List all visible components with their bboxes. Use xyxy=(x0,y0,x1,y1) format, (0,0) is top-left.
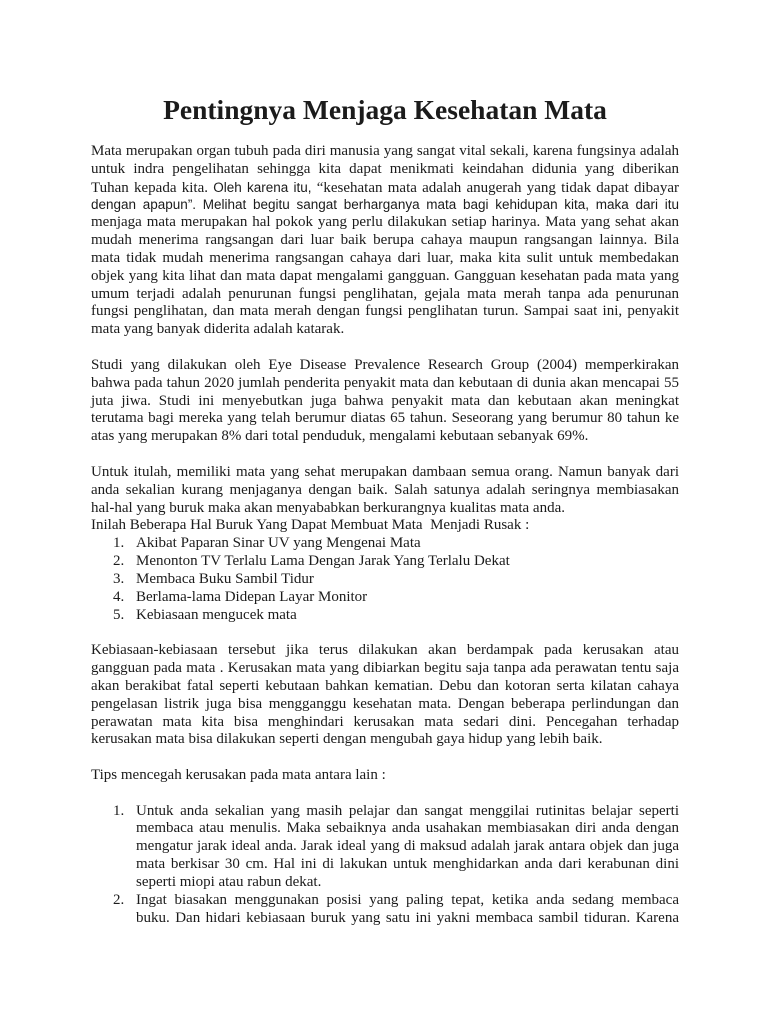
text-line: Kebiasaan-kebiasaan tersebut jika terus dilakukan akan berdampak pada kerusakan atau xyxy=(91,642,679,659)
text-line: menjaga mata merupakan hal pokok yang perlu dilakukan setiap harinya. Mata yang sehat akan xyxy=(91,214,679,231)
text-line: Ingat biasakan menggunakan posisi yang paling tepat, ketika anda sedang membaca xyxy=(136,891,679,908)
paragraph-bad-habits xyxy=(91,464,679,624)
tips-heading: Tips mencegah kerusakan pada mata antara lain : xyxy=(91,766,386,783)
list-item-text: Menonton TV Terlalu Lama Dengan Jarak Yang Terlalu Dekat xyxy=(136,553,510,570)
text-line: kerusakan mata bisa dilakukan seperti dengan mengubah gaya hidup yang lebih baik. xyxy=(91,731,603,748)
text-line: juta jiwa. Studi ini menyebutkan juga bahwa penyakit mata dan kebutaan akan meningkat xyxy=(91,392,679,409)
list-number: 1. xyxy=(113,535,125,552)
paragraph-intro xyxy=(91,143,679,339)
text-segment: “kesehatan mata adalah anugerah yang tidak dapat dibayar xyxy=(311,179,679,196)
list-item xyxy=(91,589,679,607)
text-line: mengatur jarak ideal anda. Jarak ideal yang di maksud adalah jarak antara objek dan juga xyxy=(136,838,679,855)
list-item-text: Membaca Buku Sambil Tidur xyxy=(136,570,314,587)
text-line: perawatan mata kita bisa menghindari kerusakan mata sedari dini. Pencegahan terhadap xyxy=(91,713,679,730)
tips-list xyxy=(91,803,679,928)
text-line: pengelasan listrik juga bisa mengganggu kesehatan mata. Dengan beberapa perlindungan dan xyxy=(91,695,679,712)
text-line: atas yang merupakan 8% dari total penduduk, mengalami kebutaan sebanyak 69%. xyxy=(91,428,589,445)
paragraph-consequences xyxy=(91,642,679,749)
tips-heading-block xyxy=(91,767,679,785)
list-number: 4. xyxy=(113,588,125,605)
document-body xyxy=(91,94,679,927)
text-line: seperti miopi atau rabun dekat. xyxy=(136,873,322,890)
text-line: membaca atau menulis. Maka sebaiknya anda usahakan membiasakan diri anda dengan xyxy=(136,820,679,837)
list-item xyxy=(91,803,679,892)
text-line: terutama bagi mereka yang telah berumur diatas 65 tahun. Seseorang yang berumur 80 tahun ke xyxy=(91,410,679,427)
text-line: untuk indra pengelihatan sehingga kita dapat menikmati keindahan didunia yang diberikan xyxy=(91,160,679,177)
text-line: fungsi penglihatan, dan mata merah dengan fungsi penglihatan turun. Sampai saat ini, penyakit xyxy=(91,303,679,320)
list-item xyxy=(91,892,679,928)
text-line xyxy=(91,179,679,197)
text-line: bahwa pada tahun 2020 jumlah penderita penyakit mata dan kebutaan di dunia akan mencapai 55 xyxy=(91,374,679,391)
list-number: 2. xyxy=(113,891,125,908)
text-line xyxy=(91,196,679,214)
text-line: buku. Dan hidari kebiasaan buruk yang satu ini yakni membaca sambil tiduran. Karena xyxy=(136,909,679,926)
habits-list xyxy=(91,535,679,624)
list-number: 5. xyxy=(113,606,125,623)
list-item-text: Kebiasaan mengucek mata xyxy=(136,606,297,623)
text-line: Untuk anda sekalian yang masih pelajar dan sangat menggilai rutinitas belajar seperti xyxy=(136,802,679,819)
text-line: Mata merupakan organ tubuh pada diri manusia yang sangat vital sekali, karena fungsinya adalah xyxy=(91,143,679,159)
list-item xyxy=(91,553,679,571)
text-line: mata tidak mudah menerima rangsangan cahaya dari luar, maka kita sulit untuk membedakan xyxy=(91,249,679,266)
text-line: Untuk itulah, memiliki mata yang sehat merupakan dambaan semua orang. Namun banyak dari xyxy=(91,463,679,480)
habits-list-heading: Inilah Beberapa Hal Buruk Yang Dapat Membuat Mata Menjadi Rusak : xyxy=(91,517,530,534)
text-line: mudah menerima rangsangan dari luar baik berupa cahaya maupun rangsangan lainnya. Bila xyxy=(91,232,679,249)
list-number: 2. xyxy=(113,553,125,570)
list-item xyxy=(91,535,679,553)
list-number: 1. xyxy=(113,802,125,819)
list-item-text xyxy=(136,892,679,928)
text-line: anda sekalian kurang menjaganya dengan baik. Salah satunya adalah seringnya membiasakan xyxy=(91,481,679,498)
document-title: Pentingnya Menjaga Kesehatan Mata xyxy=(163,94,607,125)
text-line: umum terjadi adalah penurunan fungsi penglihatan, gejala mata merah tanpa ada penurunan xyxy=(91,285,679,302)
list-item-text: Berlama-lama Didepan Layar Monitor xyxy=(136,588,368,605)
list-item-text: Akibat Paparan Sinar UV yang Mengenai Mata xyxy=(136,535,421,552)
list-item xyxy=(91,571,679,589)
text-segment: Tuhan kepada kita. xyxy=(91,179,214,196)
text-line: mata yang banyak diderita adalah katarak. xyxy=(91,321,345,338)
list-item xyxy=(91,607,679,625)
paragraph-study xyxy=(91,357,679,446)
text-line: mata berkisar 30 cm. Hal ini di lakukan untuk menghidarkan anda dari kerabunan dini xyxy=(136,856,679,873)
text-line: objek yang kita lihat dan mata dapat mengalami gangguan. Gangguan kesehatan pada mata yang xyxy=(91,267,679,284)
list-item-text xyxy=(136,803,679,892)
text-line: akan berakibat fatal seperti kebutaan bahkan kematian. Debu dan kotoran serta kilatan cahaya xyxy=(91,677,679,694)
text-line: Studi yang dilakukan oleh Eye Disease Prevalence Research Group (2004) memperkirakan xyxy=(91,356,679,373)
text-segment-sans: Oleh karena itu, xyxy=(213,179,312,195)
text-line: gangguan pada mata . Kerusakan mata yang dibiarkan begitu saja tanpa ada perawatan tentu saja xyxy=(91,660,679,677)
text-line: hal-hal yang buruk maka akan menyababkan berkurangnya kualitas mata anda. xyxy=(91,499,565,516)
list-number: 3. xyxy=(113,570,125,587)
text-segment-sans: dengan apapun”. Melihat begitu sangat berharganya mata bagi kehidupan kita, maka dari itu xyxy=(91,197,679,213)
